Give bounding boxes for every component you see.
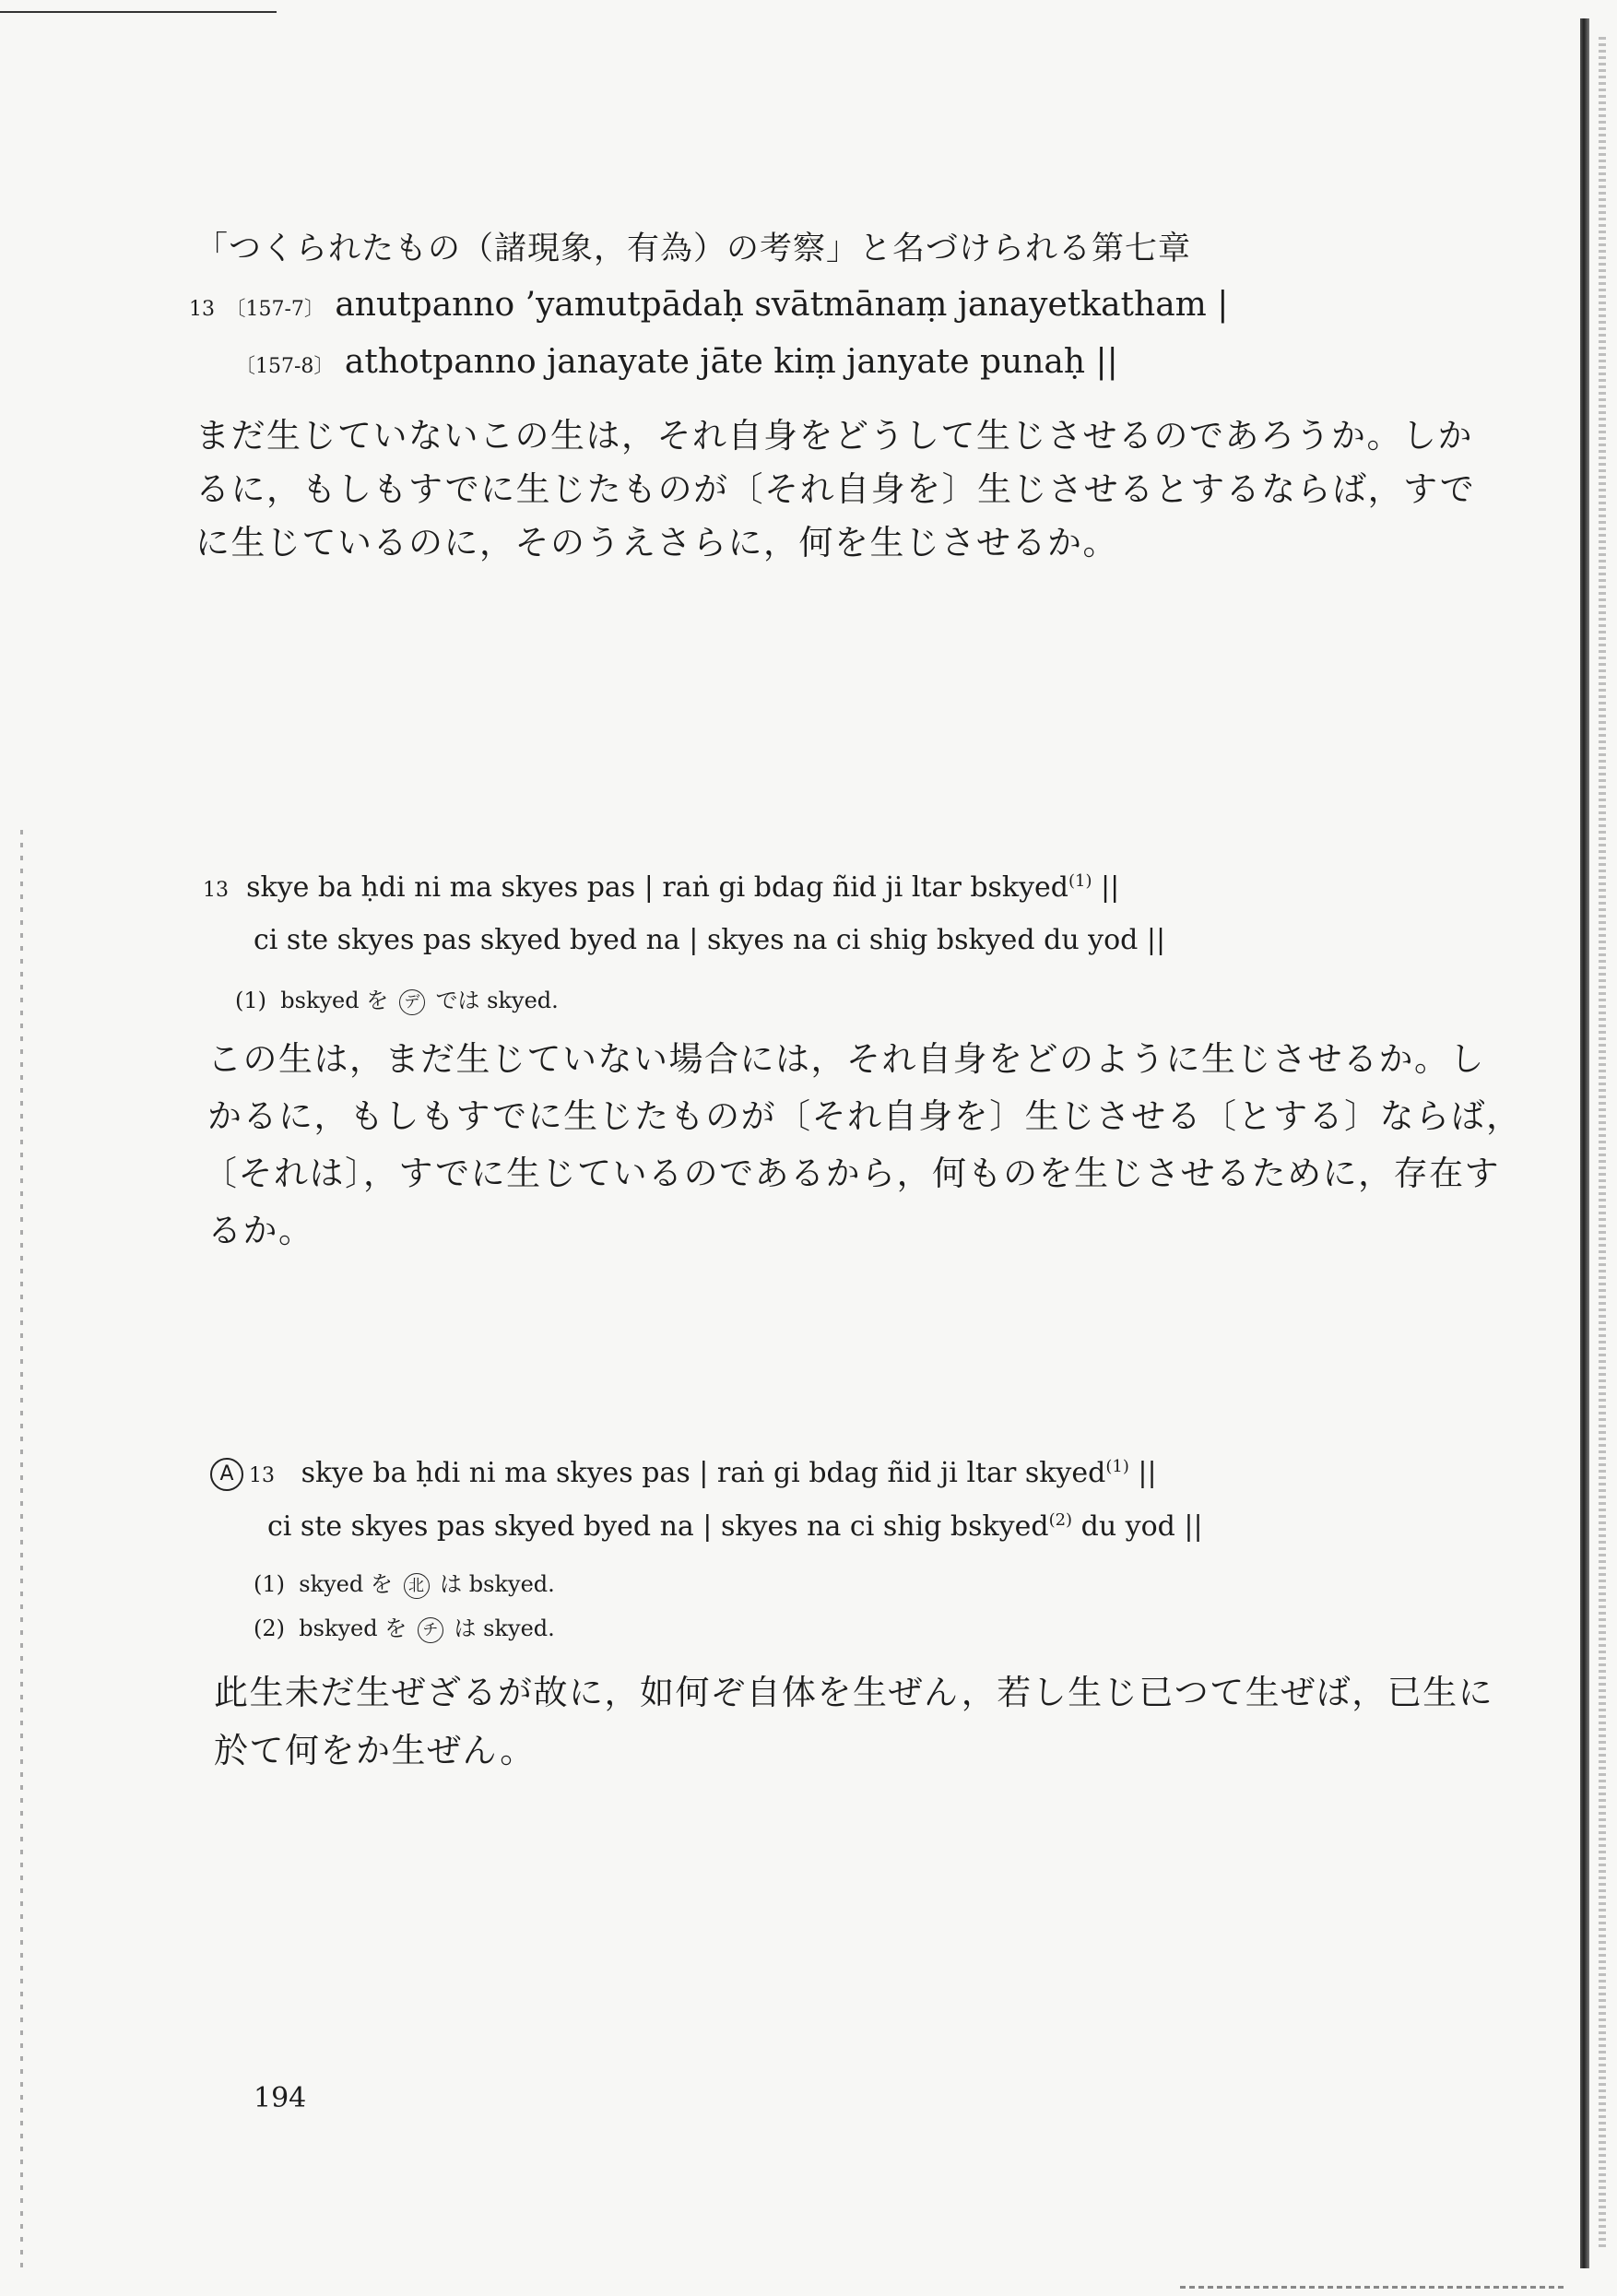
verse-end: || <box>1128 1457 1157 1489</box>
footnote-label: (1) <box>254 1571 285 1597</box>
sanskrit-translation-line-2: るに，もしもすでに生じたものが〔それ自身を〕生じさせるとするならば，すで <box>195 469 1476 509</box>
left-edge-speckle <box>20 830 23 2268</box>
tibetan-line-2: ci ste skyes pas skyed byed na | skyes na ci shig bskyed du yod || <box>254 924 1166 956</box>
ref-label: 〔157-8〕 <box>235 355 335 378</box>
sanskrit-verse-text: athotpanno janayate jāte kiṃ janyate punaḥ || <box>344 343 1118 381</box>
footnote-text: では skyed. <box>435 988 559 1013</box>
akutobhaya-footnote-2 <box>254 1610 555 1643</box>
footnote-label: (1) <box>235 988 266 1013</box>
akutobhaya-footnote-1 <box>254 1566 555 1599</box>
page-edge-speckle <box>1599 37 1606 2250</box>
footnote-text: skyed を <box>299 1571 393 1597</box>
edition-siglum: チ <box>418 1617 443 1643</box>
sanskrit-translation-line-1: まだ生じていないこの生は，それ自身をどうして生じさせるのであろうか。しか <box>195 416 1473 456</box>
page-spine-shadow <box>1580 18 1589 2268</box>
tibetan-translation-line-3: 〔それは〕，すでに生じているのであるから，何ものを生じさせるために，存在す <box>203 1154 1501 1193</box>
tibetan-verse-text: skye ba ḥdi ni ma skyes pas | raṅ gi bdag ñid ji ltar bskyed <box>246 871 1069 904</box>
akutobhaya-line-2 <box>267 1510 1203 1543</box>
verse-number: 13 <box>189 298 215 321</box>
page-number: 194 <box>254 2082 307 2114</box>
edition-siglum: 北 <box>404 1573 430 1599</box>
akutobhaya-marker: A <box>210 1458 243 1491</box>
footnote-text: bskyed を <box>280 988 389 1013</box>
footnote-text: bskyed を <box>299 1615 407 1641</box>
akutobhaya-translation-line-1: 此生未だ生ぜざるが故に，如何ぞ自体を生ぜん，若し生じ已つて生ぜば，已生に <box>214 1673 1494 1712</box>
top-rule <box>0 11 277 13</box>
footnote-mark: (1) <box>1068 871 1092 891</box>
footnote-label: (2) <box>254 1615 285 1641</box>
footnote-text: は skyed. <box>454 1615 555 1641</box>
tibetan-translation-line-1: この生は，まだ生じていない場合には，それ自身をどのように生じさせるか。し <box>207 1039 1485 1079</box>
chapter-title: 「つくられたもの（諸現象，有為）の考察」と名づけられる第七章 <box>195 231 1192 267</box>
verse-number: 13 <box>203 879 229 902</box>
verse-number: 13 <box>249 1464 275 1487</box>
footnote-text: は bskyed. <box>440 1571 555 1597</box>
edition-siglum: デ <box>399 989 425 1015</box>
verse-end: || <box>1092 871 1120 904</box>
tibetan-line-1 <box>203 871 1119 904</box>
akutobhaya-line-1 <box>210 1457 1157 1491</box>
tibetan-translation-line-2: かるに，もしもすでに生じたものが〔それ自身を〕生じさせる〔とする〕ならば， <box>207 1096 1522 1136</box>
sanskrit-line-2 <box>235 343 1118 381</box>
tibetan-verse-text: skye ba ḥdi ni ma skyes pas | raṅ gi bdag ñid ji ltar skyed <box>301 1457 1106 1489</box>
sanskrit-line-1 <box>189 286 1228 324</box>
tibetan-translation-line-4: るか。 <box>207 1211 314 1250</box>
ref-label: 〔157-7〕 <box>225 298 325 321</box>
sanskrit-verse-text: anutpanno ’yamutpādaḥ svātmānaṃ janayetkatham | <box>335 286 1229 324</box>
tibetan-footnote-1 <box>235 982 559 1015</box>
footnote-mark: (1) <box>1105 1457 1129 1476</box>
bottom-edge-speckle <box>1180 2286 1567 2289</box>
akutobhaya-translation-line-2: 於て何をか生ぜん。 <box>214 1731 536 1770</box>
verse-end: du yod || <box>1072 1510 1203 1543</box>
tibetan-verse-text: ci ste skyes pas skyed byed na | skyes na ci shig bskyed <box>267 1510 1049 1543</box>
footnote-mark: (2) <box>1048 1510 1073 1530</box>
sanskrit-translation-line-3: に生じているのに，そのうえさらに，何を生じさせるか。 <box>195 523 1118 562</box>
